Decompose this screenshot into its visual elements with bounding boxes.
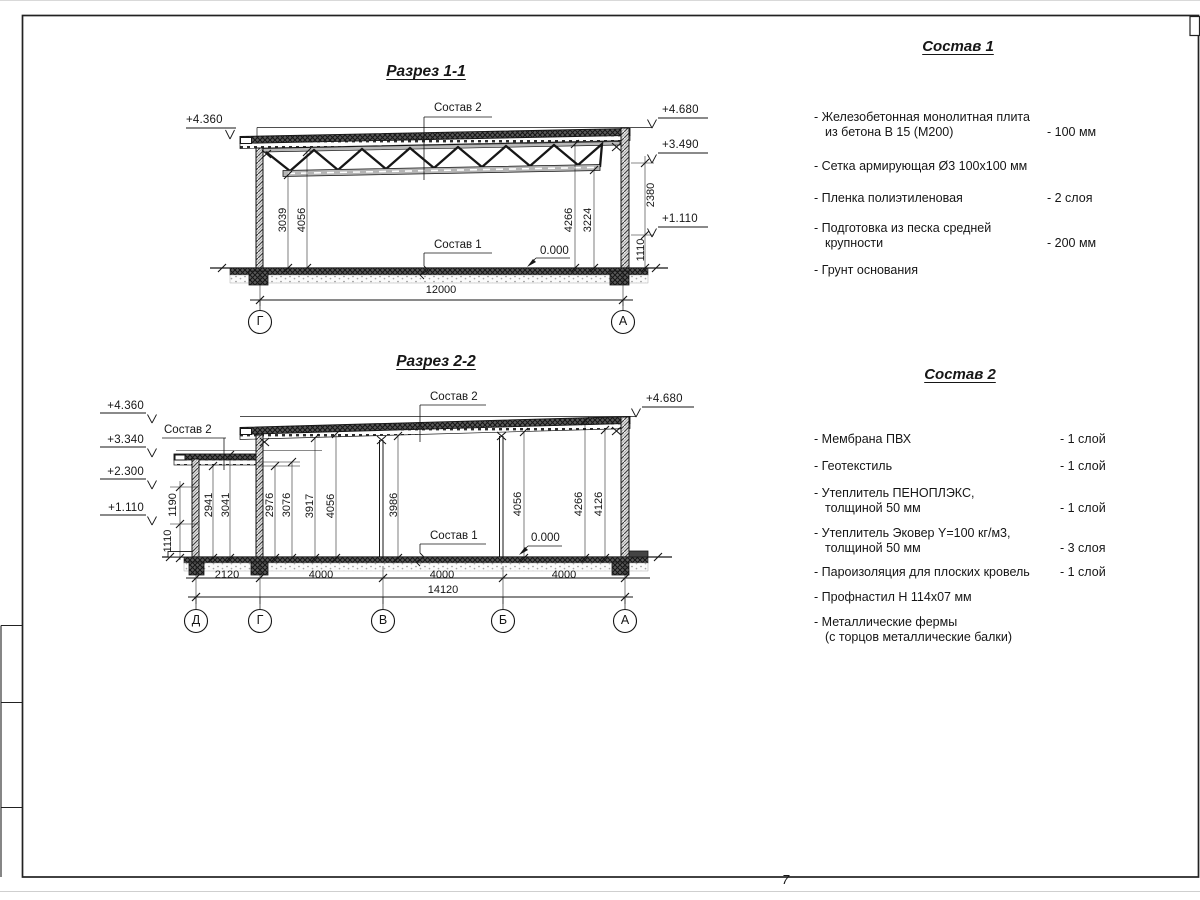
section2-dim-2941: 2941	[203, 492, 215, 518]
section2-axis-d: Д	[191, 613, 201, 627]
section1-dim-1110: 1110	[635, 238, 647, 262]
legend1-title: Состав 1	[922, 38, 994, 55]
section2-dim-1110: 1110	[162, 529, 174, 553]
section2-elevation-4360: +4.360	[107, 400, 144, 412]
legend2-item-ecover: - Утеплитель Эковер Y=100 кг/м3, толщиной 50 мм - 3 слоя	[814, 526, 1106, 555]
legend2-item-steel-trusses: - Металлические фермы (с торцов металлические балки)	[814, 615, 1013, 644]
legend2-item-profiled-sheet: - Профнастил Н 114х07 мм	[814, 590, 972, 604]
legend2-item-geotextile: - Геотекстиль - 1 слой	[814, 459, 1106, 473]
section2-elevation-1110: +1.110	[108, 502, 144, 514]
section2-dim-4056-right: 4056	[512, 491, 524, 517]
section-1-1-linework	[186, 117, 708, 334]
section2-dim-3076: 3076	[281, 492, 293, 518]
section2-dim-1190: 1190	[167, 493, 179, 517]
legend1-item-sand: - Подготовка из песка средней крупности - 200 мм	[814, 221, 1097, 250]
section2-dim-total: 14120	[427, 584, 459, 596]
section1-dim-total: 12000	[425, 284, 457, 296]
legend1-item-mesh: - Сетка армирующая Ø3 100х100 мм	[814, 159, 1028, 173]
section2-zero-level: 0.000	[531, 532, 560, 544]
section2-dim-4000-3: 4000	[551, 569, 577, 581]
section2-floor-callout: Состав 1	[430, 530, 478, 542]
section2-elevation-2300: +2.300	[107, 466, 144, 478]
section2-axis-a: А	[620, 613, 630, 627]
section2-elevation-3340: +3.340	[107, 434, 144, 446]
section2-elevation-4680: +4.680	[646, 393, 683, 405]
section2-dim-2120: 2120	[214, 569, 240, 581]
section1-dim-2380: 2380	[645, 182, 657, 208]
section1-elevation-truss: +3.490	[662, 139, 699, 151]
section1-dim-3224: 3224	[582, 207, 594, 233]
legend1-item-film: - Пленка полиэтиленовая - 2 слоя	[814, 191, 1093, 205]
section1-elevation-top-right: +4.680	[662, 104, 699, 116]
section1-title: Разрез 1-1	[386, 63, 466, 80]
section1-elevation-sill: +1.110	[662, 213, 698, 225]
section2-main-roof-callout: Состав 2	[430, 391, 478, 403]
section2-dim-4126: 4126	[593, 491, 605, 517]
legend2-item-vapor-barrier: - Пароизоляция для плоских кровель - 1 слой	[814, 565, 1106, 579]
section2-title: Разрез 2-2	[396, 353, 476, 370]
section1-elevation-left: +4.360	[186, 114, 223, 126]
section2-dim-3041: 3041	[220, 492, 232, 518]
section1-roof-callout: Состав 2	[434, 102, 482, 114]
section2-dim-4000-1: 4000	[308, 569, 334, 581]
section2-axis-v: В	[378, 613, 388, 627]
legend2-title: Состав 2	[924, 366, 996, 383]
section2-dim-3986: 3986	[388, 492, 400, 518]
legend2-item-penoplex: - Утеплитель ПЕНОПЛЭКС, толщиной 50 мм - 1 слой	[814, 486, 1106, 515]
section1-dim-3039: 3039	[277, 207, 289, 233]
page-number: 7	[782, 872, 790, 887]
section1-dim-4056: 4056	[296, 207, 308, 233]
legend2-item-membrane: - Мембрана ПВХ - 1 слой	[814, 432, 1106, 446]
section1-dim-4266: 4266	[563, 207, 575, 233]
section1-zero-level: 0.000	[540, 245, 569, 257]
section2-axis-g: Г	[256, 613, 264, 627]
section1-axis-a: А	[618, 314, 628, 328]
section2-axis-b: Б	[498, 613, 508, 627]
legend1-item-soil: - Грунт основания	[814, 263, 919, 277]
section2-dim-4000-2: 4000	[429, 569, 455, 581]
section2-annex-roof-callout: Состав 2	[164, 424, 212, 436]
section2-dim-4056: 4056	[325, 493, 337, 519]
section2-dim-2976: 2976	[264, 492, 276, 518]
section2-dim-3917: 3917	[304, 493, 316, 519]
section1-axis-g: Г	[256, 314, 264, 328]
legend1-item-slab: - Железобетонная монолитная плита из бетона В 15 (М200) - 100 мм	[814, 110, 1097, 139]
section1-floor-callout: Состав 1	[434, 239, 482, 251]
section2-dim-4266: 4266	[573, 491, 585, 517]
